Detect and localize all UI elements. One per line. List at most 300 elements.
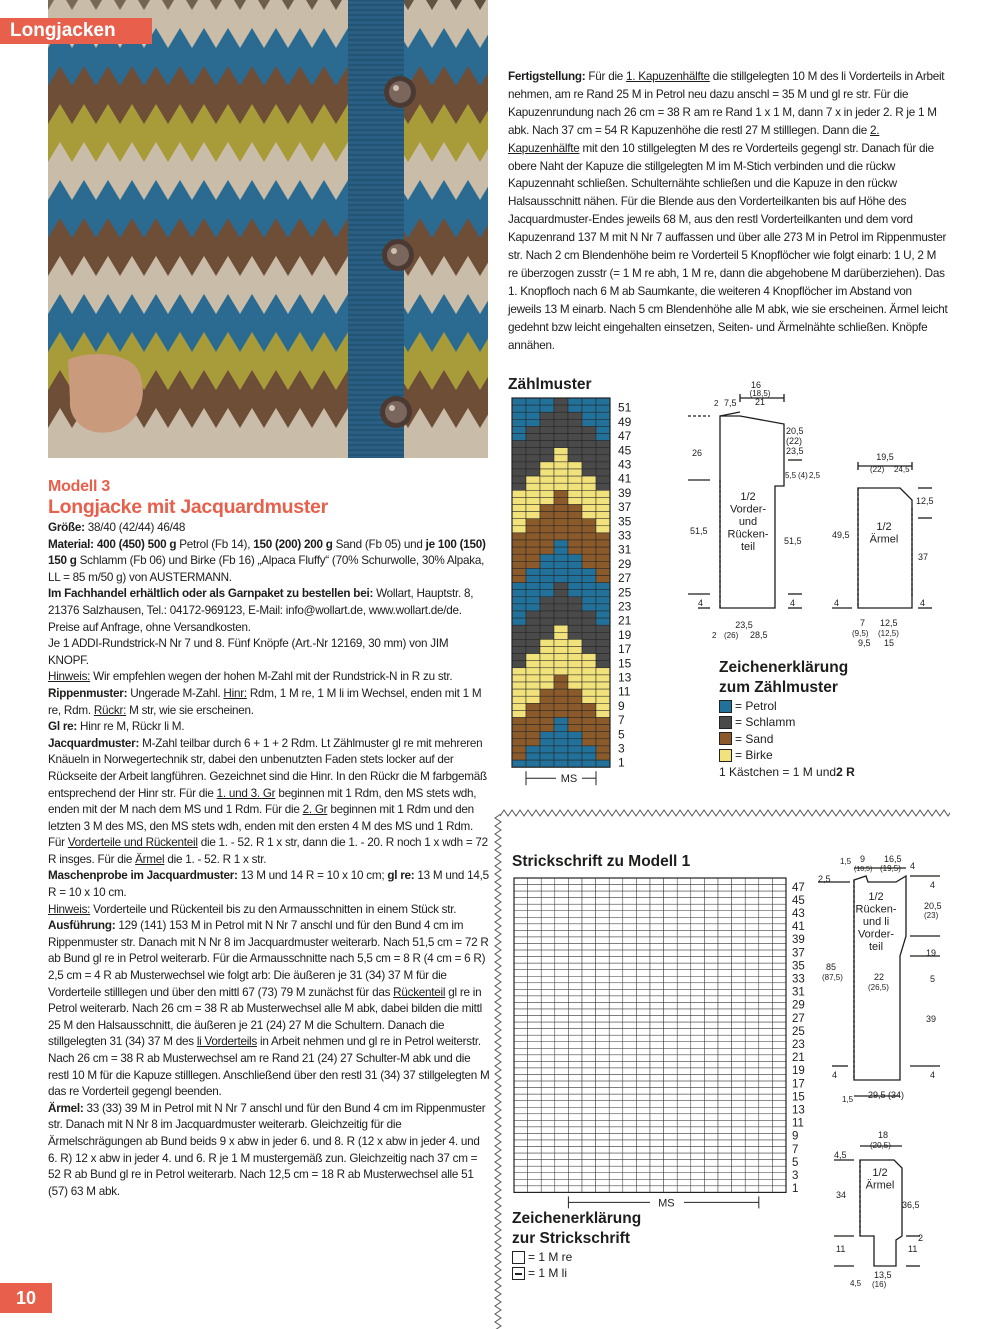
zm-row-label: 19 xyxy=(618,627,632,642)
ss-cell xyxy=(514,1107,528,1114)
ss-cell xyxy=(704,950,718,957)
ss-cell xyxy=(541,1179,555,1186)
zm-row-label: 47 xyxy=(618,429,632,444)
ss-cell xyxy=(664,1022,678,1029)
ss-cell xyxy=(677,976,691,983)
ss-cell xyxy=(555,1133,569,1140)
zm-cell xyxy=(526,696,540,703)
ss-cell xyxy=(677,1140,691,1147)
ss-cell xyxy=(664,976,678,983)
ss-cell xyxy=(759,1029,773,1036)
ss-cell xyxy=(732,1075,746,1082)
zm-cell xyxy=(554,597,568,604)
ss-row-label: 5 xyxy=(792,1156,799,1169)
zm-cell xyxy=(512,618,526,625)
ss-cell xyxy=(745,1042,759,1049)
zm-cell xyxy=(540,526,554,533)
ss-cell xyxy=(555,957,569,964)
zm-cell xyxy=(526,682,540,689)
ss-cell xyxy=(745,1140,759,1147)
ss-cell xyxy=(623,1166,637,1173)
ss-cell xyxy=(691,924,705,931)
zm-cell xyxy=(596,639,610,646)
ss-cell xyxy=(691,976,705,983)
zm-cell xyxy=(568,476,582,483)
ss-cell xyxy=(704,989,718,996)
ss-cell xyxy=(718,885,732,892)
zm-cell xyxy=(582,611,596,618)
ss-cell xyxy=(704,930,718,937)
ss-cell xyxy=(514,1133,528,1140)
ss-cell xyxy=(677,970,691,977)
ss-cell xyxy=(732,1002,746,1009)
ss-cell xyxy=(596,911,610,918)
ss-cell xyxy=(623,878,637,885)
zm-cell xyxy=(512,668,526,675)
ss-cell xyxy=(732,976,746,983)
ss-cell xyxy=(759,963,773,970)
ss-cell xyxy=(677,1048,691,1055)
ss-cell xyxy=(623,1022,637,1029)
ss-cell xyxy=(568,1075,582,1082)
ss-cell xyxy=(732,970,746,977)
ss-cell xyxy=(704,1107,718,1114)
ss-cell xyxy=(528,963,542,970)
ss-cell xyxy=(664,983,678,990)
zm-cell xyxy=(512,469,526,476)
ss-cell xyxy=(718,1120,732,1127)
ss-cell xyxy=(636,963,650,970)
zm-cell xyxy=(540,753,554,760)
zm-cell xyxy=(554,732,568,739)
ss-cell xyxy=(650,1002,664,1009)
ss-cell xyxy=(514,1016,528,1023)
zm-cell xyxy=(582,668,596,675)
ss-cell xyxy=(528,1055,542,1062)
ss-cell xyxy=(555,1120,569,1127)
ss-cell xyxy=(718,1160,732,1167)
ss-cell xyxy=(528,1068,542,1075)
svg-text:18: 18 xyxy=(878,1130,889,1140)
ss-cell xyxy=(568,1048,582,1055)
ss-cell xyxy=(732,911,746,918)
zm-cell xyxy=(554,739,568,746)
ss-cell xyxy=(759,1035,773,1042)
swatch-birke xyxy=(719,749,732,762)
ss-cell xyxy=(555,963,569,970)
ss-cell xyxy=(704,937,718,944)
ss-cell xyxy=(704,1075,718,1082)
ss-cell xyxy=(514,1022,528,1029)
ss-cell xyxy=(555,989,569,996)
svg-text:2,5: 2,5 xyxy=(809,471,821,480)
zm-cell xyxy=(596,661,610,668)
zm-cell xyxy=(596,689,610,696)
ss-cell xyxy=(636,885,650,892)
ss-cell xyxy=(528,1147,542,1154)
ss-cell xyxy=(691,937,705,944)
zm-cell xyxy=(540,547,554,554)
ss-cell xyxy=(704,1127,718,1134)
zm-cell xyxy=(568,398,582,405)
ss-cell xyxy=(704,911,718,918)
ss-cell xyxy=(745,911,759,918)
ss-cell xyxy=(609,1061,623,1068)
ss-cell xyxy=(664,1061,678,1068)
ss-cell xyxy=(691,1147,705,1154)
ss-cell xyxy=(609,1022,623,1029)
ss-cell xyxy=(691,1160,705,1167)
ss-cell xyxy=(704,1061,718,1068)
ss-cell xyxy=(636,1133,650,1140)
zm-cell xyxy=(568,455,582,462)
zm-cell xyxy=(582,405,596,412)
ss-cell xyxy=(541,937,555,944)
zm-cell xyxy=(554,654,568,661)
ss-cell xyxy=(732,1179,746,1186)
zm-cell xyxy=(526,753,540,760)
zm-cell xyxy=(512,696,526,703)
ss-cell xyxy=(568,1107,582,1114)
zm-cell xyxy=(526,732,540,739)
ss-cell xyxy=(541,1035,555,1042)
ss-cell xyxy=(623,1081,637,1088)
ss-cell xyxy=(704,963,718,970)
ss-cell xyxy=(772,937,786,944)
zm-cell xyxy=(540,611,554,618)
ss-cell xyxy=(650,1114,664,1121)
ss-cell xyxy=(596,1166,610,1173)
zm-cell xyxy=(554,661,568,668)
ss-cell xyxy=(623,898,637,905)
ss-cell xyxy=(555,1094,569,1101)
finishing-text: Fertigstellung: Für die 1. Kapuzenhälfte die stillgelegten 10 M des li Vorderteils in Arbeit nehmen, am re Rand 25 M in Petrol neu dazu anschl = 35 M und gl re str. Für die Kapuzenrundung nach 26 cm = 38 R am re Rand 1 x 1 M, dann 7 x in jeder 2. R je 1 M abk. Nach 37 cm = 54 R Kapuzenhöhe die restl 27 M stilllegen. Dann die 2. Kapuzenhälfte mit den 10 stillgelegten M des re Vorderteils gegengl str. Danach für die obere Naht der Kapuze die stillgelegten M im M-Stich verbinden und die rückw Kapuzennaht schließen. Schulternähte schließen und die Kapuze in den rückw Halsausschnitt nähen. Für die Blende aus den Vorderteilkanten bis auf Höhe des Jacquardmuster-Endes jeweils 68 M, aus den restl Vorderteilkanten und dem vord Kapuzenrand 137 M mit N Nr 7 auffassen und über alle 273 M in Petrol im Rippenmuster str. Nach 2 cm Blendenhöhe beim re Vorderteil 5 Knopflöcher wie folgt einarb: 1 U, 2 M re überzogen zusstr (= 1 M re abh, 1 M re, dann die abgehobene M darüberziehen). Das 1. Knopfloch nach 6 M ab Saumkante, die weiteren 4 Knopflöcher im Abstand von jeweils 13 M einarb. Nach 5 cm Blendenhöhe alle M abk, wie sie erscheinen. Ärmel leicht gedehnt bzw leicht eingehalten einsetzen, Seiten- und Ärmelnähte schließen. Knöpfe annähen. xyxy=(508,70,948,352)
ss-cell xyxy=(582,1166,596,1173)
ss-cell xyxy=(718,944,732,951)
ss-cell xyxy=(528,1153,542,1160)
ss-cell xyxy=(623,976,637,983)
zm-cell xyxy=(512,441,526,448)
ss-cell xyxy=(528,1016,542,1023)
ss-cell xyxy=(718,898,732,905)
zm-cell xyxy=(540,639,554,646)
ss-cell xyxy=(514,950,528,957)
ss-cell xyxy=(541,1133,555,1140)
ss-cell xyxy=(691,1186,705,1193)
ss-cell xyxy=(772,1101,786,1108)
ss-cell xyxy=(650,1061,664,1068)
ss-cell xyxy=(582,1068,596,1075)
ss-cell xyxy=(691,891,705,898)
ss-cell xyxy=(541,1160,555,1167)
ss-cell xyxy=(772,963,786,970)
zm-cell xyxy=(526,689,540,696)
zm-cell xyxy=(512,703,526,710)
ss-cell xyxy=(568,1179,582,1186)
ss-cell xyxy=(596,917,610,924)
zm-cell xyxy=(582,583,596,590)
zm-cell xyxy=(582,746,596,753)
ss-cell xyxy=(541,878,555,885)
svg-text:21: 21 xyxy=(754,397,766,407)
svg-text:9,5: 9,5 xyxy=(858,638,871,648)
zm-cell xyxy=(582,434,596,441)
zm-cell xyxy=(582,561,596,568)
zm-cell xyxy=(582,483,596,490)
ss-cell xyxy=(636,1101,650,1108)
ss-cell xyxy=(677,1075,691,1082)
zm-cell xyxy=(582,540,596,547)
ss-cell xyxy=(636,983,650,990)
ss-cell xyxy=(650,911,664,918)
ss-cell xyxy=(732,1127,746,1134)
wave-separator-horizontal xyxy=(500,806,950,826)
ss-cell xyxy=(759,1094,773,1101)
ss-cell xyxy=(582,976,596,983)
zm-cell xyxy=(554,490,568,497)
ss-cell xyxy=(555,1107,569,1114)
ss-cell xyxy=(555,930,569,937)
ss-cell xyxy=(555,1179,569,1186)
ss-cell xyxy=(745,963,759,970)
ss-cell xyxy=(691,930,705,937)
ss-cell xyxy=(636,924,650,931)
zm-cell xyxy=(554,618,568,625)
zm-cell xyxy=(540,434,554,441)
zm-cell xyxy=(526,703,540,710)
zm-cell xyxy=(512,739,526,746)
ss-cell xyxy=(609,930,623,937)
zm-cell xyxy=(540,462,554,469)
zm-cell xyxy=(582,661,596,668)
ss-cell xyxy=(541,1186,555,1193)
zm-cell xyxy=(554,760,568,767)
ss-cell xyxy=(759,1068,773,1075)
zm-cell xyxy=(540,732,554,739)
ss-cell xyxy=(745,885,759,892)
ss-cell xyxy=(704,1101,718,1108)
ss-cell xyxy=(514,1068,528,1075)
ss-cell xyxy=(528,1081,542,1088)
ss-cell xyxy=(528,911,542,918)
ss-cell xyxy=(664,930,678,937)
needles-line: Je 1 ADDI-Rundstrick-N Nr 7 und 8. Fünf Knöpfe (Art.-Nr 12169, 30 mm) von JIM KNOPF. xyxy=(48,637,449,667)
svg-text:(9,5): (9,5) xyxy=(852,629,869,638)
ss-cell xyxy=(677,1186,691,1193)
diagram-sleeve-1 xyxy=(828,448,948,652)
ss-cell xyxy=(650,937,664,944)
ss-cell xyxy=(677,1133,691,1140)
stockinette: Gl re: Hinr re M, Rückr li M. xyxy=(48,720,185,734)
ss-cell xyxy=(623,1061,637,1068)
ss-cell xyxy=(555,937,569,944)
ss-cell xyxy=(677,924,691,931)
ss-cell xyxy=(582,1133,596,1140)
ss-cell xyxy=(745,1094,759,1101)
ss-cell xyxy=(568,950,582,957)
ss-cell xyxy=(596,1114,610,1121)
zm-cell xyxy=(526,725,540,732)
zm-cell xyxy=(540,710,554,717)
ss-cell xyxy=(514,1061,528,1068)
chart-title-strickschrift: Strickschrift zu Modell 1 xyxy=(512,853,691,870)
ss-cell xyxy=(650,950,664,957)
ss-cell xyxy=(568,1166,582,1173)
ss-cell xyxy=(555,1068,569,1075)
zm-cell xyxy=(554,718,568,725)
ss-cell xyxy=(691,1009,705,1016)
ss-cell xyxy=(623,1120,637,1127)
ss-cell xyxy=(759,1120,773,1127)
ss-cell xyxy=(636,976,650,983)
ss-cell xyxy=(732,1088,746,1095)
zm-cell xyxy=(540,682,554,689)
zm-row-label: 29 xyxy=(618,556,632,571)
hand xyxy=(68,354,143,433)
ss-cell xyxy=(718,1081,732,1088)
ss-cell xyxy=(772,1002,786,1009)
ss-cell xyxy=(609,924,623,931)
ss-cell xyxy=(541,1166,555,1173)
zm-row-label: 37 xyxy=(618,500,632,515)
ss-cell xyxy=(677,1042,691,1049)
ss-cell xyxy=(772,1042,786,1049)
ss-cell xyxy=(623,950,637,957)
ss-cell xyxy=(772,1114,786,1121)
zm-cell xyxy=(582,419,596,426)
ss-cell xyxy=(596,1042,610,1049)
ss-cell xyxy=(745,891,759,898)
ss-cell xyxy=(555,976,569,983)
zm-cell xyxy=(540,703,554,710)
zm-cell xyxy=(568,725,582,732)
ss-cell xyxy=(609,1029,623,1036)
zm-cell xyxy=(554,746,568,753)
ss-cell xyxy=(636,989,650,996)
zm-cell xyxy=(554,512,568,519)
ss-cell xyxy=(704,1081,718,1088)
ss-cell xyxy=(664,1081,678,1088)
ss-cell xyxy=(623,1094,637,1101)
ss-cell xyxy=(650,963,664,970)
chart-title-zaehlmuster: Zählmuster xyxy=(508,376,592,393)
ss-cell xyxy=(555,917,569,924)
ss-cell xyxy=(555,1016,569,1023)
zm-cell xyxy=(512,554,526,561)
svg-text:(19,5): (19,5) xyxy=(880,864,901,873)
instructions-left xyxy=(48,478,490,1200)
ss-cell xyxy=(772,930,786,937)
svg-text:23,5: 23,5 xyxy=(735,620,753,630)
ss-cell xyxy=(636,1055,650,1062)
ss-cell xyxy=(650,1173,664,1180)
ss-cell xyxy=(772,917,786,924)
ss-cell xyxy=(650,1048,664,1055)
zm-cell xyxy=(568,426,582,433)
ss-cell xyxy=(636,996,650,1003)
zm-cell xyxy=(512,625,526,632)
ss-cell xyxy=(528,1035,542,1042)
ss-cell xyxy=(582,1179,596,1186)
ss-cell xyxy=(691,904,705,911)
ss-cell xyxy=(541,1120,555,1127)
ss-cell xyxy=(745,1166,759,1173)
ss-cell xyxy=(759,904,773,911)
zm-cell xyxy=(554,703,568,710)
legend2-title-2: zur Strickschrift xyxy=(512,1230,631,1247)
ss-cell xyxy=(555,983,569,990)
ss-cell xyxy=(759,1179,773,1186)
ss-cell xyxy=(718,930,732,937)
ss-cell xyxy=(704,1016,718,1023)
zm-cell xyxy=(582,753,596,760)
ss-cell xyxy=(650,989,664,996)
ss-cell xyxy=(691,1094,705,1101)
zm-cell xyxy=(526,505,540,512)
ss-cell xyxy=(555,1166,569,1173)
ss-cell xyxy=(677,891,691,898)
zm-cell xyxy=(512,540,526,547)
ss-cell xyxy=(541,983,555,990)
ss-cell xyxy=(704,1120,718,1127)
zm-cell xyxy=(582,462,596,469)
ss-cell xyxy=(704,1133,718,1140)
ss-cell xyxy=(514,1147,528,1154)
ss-cell xyxy=(759,1133,773,1140)
ss-cell xyxy=(514,937,528,944)
ss-cell xyxy=(609,891,623,898)
ss-cell xyxy=(623,983,637,990)
zm-cell xyxy=(582,618,596,625)
svg-text:12,5: 12,5 xyxy=(916,496,934,506)
ss-cell xyxy=(636,911,650,918)
ss-cell xyxy=(528,957,542,964)
purl-symbol xyxy=(512,1267,525,1280)
svg-text:2,5: 2,5 xyxy=(818,874,831,884)
ss-cell xyxy=(772,1140,786,1147)
ss-cell xyxy=(582,1186,596,1193)
ss-row-label: 3 xyxy=(792,1170,799,1183)
zm-cell xyxy=(540,647,554,654)
ss-cell xyxy=(555,885,569,892)
zm-cell xyxy=(568,412,582,419)
zm-cell xyxy=(568,668,582,675)
ss-cell xyxy=(732,1081,746,1088)
ss-cell xyxy=(704,1042,718,1049)
ss-cell xyxy=(691,1035,705,1042)
zm-cell xyxy=(512,689,526,696)
ss-cell xyxy=(623,1179,637,1186)
zm-cell xyxy=(596,519,610,526)
ss-cell xyxy=(650,904,664,911)
zm-cell xyxy=(512,497,526,504)
svg-text:19,5: 19,5 xyxy=(876,452,894,462)
ss-cell xyxy=(582,1120,596,1127)
zm-cell xyxy=(540,625,554,632)
ss-cell xyxy=(677,1173,691,1180)
zm-cell xyxy=(512,512,526,519)
ss-cell xyxy=(609,1114,623,1121)
ss-cell xyxy=(568,944,582,951)
ss-cell xyxy=(514,976,528,983)
ss-cell xyxy=(772,885,786,892)
ss-cell xyxy=(555,1075,569,1082)
svg-text:(10,5): (10,5) xyxy=(854,866,873,873)
zm-cell xyxy=(526,526,540,533)
ss-cell xyxy=(704,1055,718,1062)
ss-cell xyxy=(677,1016,691,1023)
zm-cell xyxy=(512,760,526,767)
